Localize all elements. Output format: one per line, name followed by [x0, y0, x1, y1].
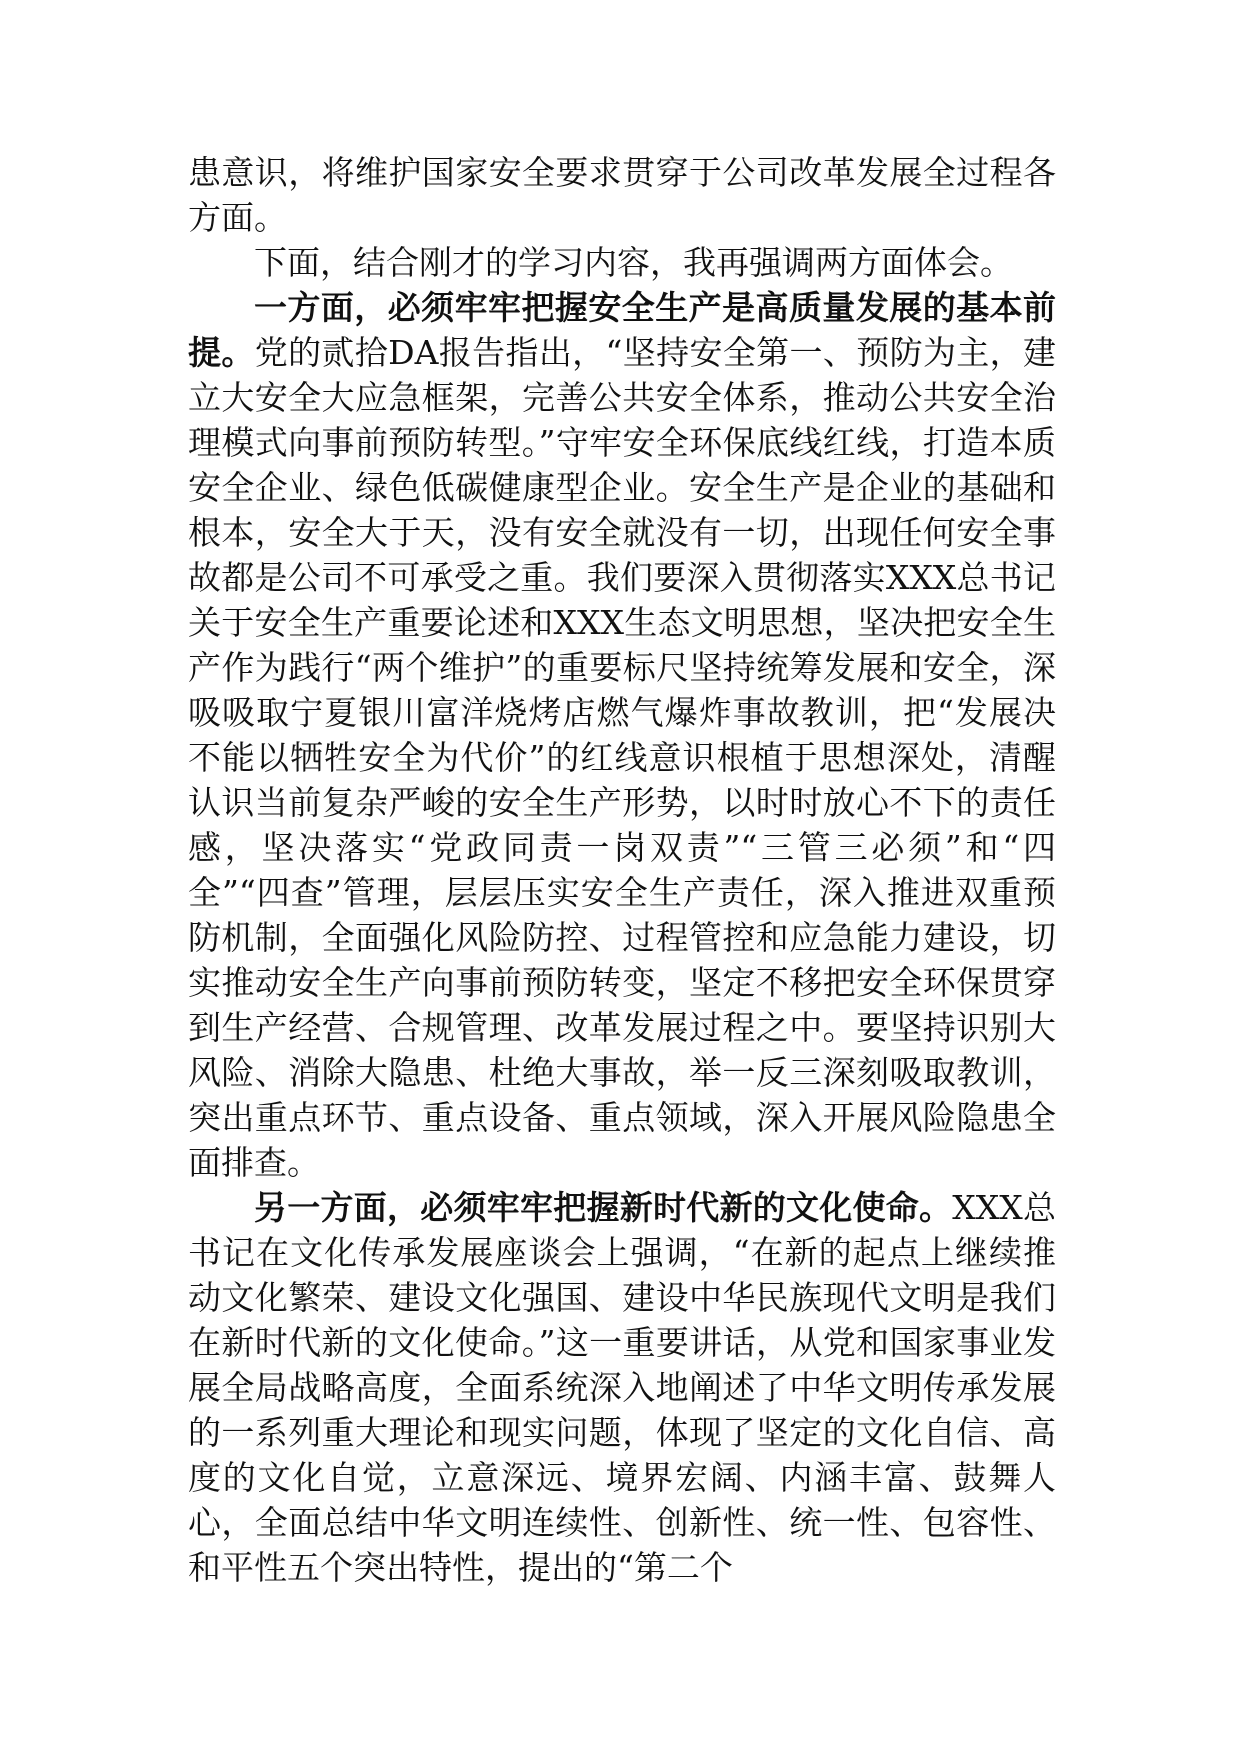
document-page	[188, 150, 1056, 1590]
section-one-body: 党的贰拾DA报告指出，“坚持安全第一、预防为主，建立大安全大应急框架，完善公共安全体系，推动公共安全治理模式向事前预防转型。”守牢安全环保底线红线，打造本质安全企业、绿色低碳健康型企业。安全生产是企业的基础和根本，安全大于天，没有安全就没有一切，出现任何安全事故都是公司不可承受之重。我们要深入贯彻落实XXX总书记关于安全生产重要论述和XXX生态文明思想，坚决把安全生产作为践行“两个维护”的重要标尺坚持统筹发展和安全，深吸吸取宁夏银川富洋烧烤店燃气爆炸事故教训，把“发展决不能以牺牲安全为代价”的红线意识根植于思想深处，清醒认识当前复杂严峻的安全生产形势，以时时放心不下的责任感，坚决落实“党政同责一岗双责”“三管三必须”和“四全”“四查”管理，层层压实安全生产责任，深入推进双重预防机制，全面强化风险防控、过程管控和应急能力建设，切实推动安全生产向事前预防转变，坚定不移把安全环保贯穿到生产经营、合规管理、改革发展过程之中。要坚持识别大风险、消除大隐患、杜绝大事故，举一反三深刻吸取教训，突出重点环节、重点设备、重点领域，深入开展风险隐患全面排查。	[188, 333, 1057, 1182]
section-two-heading: 另一方面，必须牢牢把握新时代新的文化使命。	[254, 1188, 953, 1227]
paragraph-continuation: 患意识，将维护国家安全要求贯穿于公司改革发展全过程各方面。	[188, 153, 1056, 237]
paragraph-section-one	[188, 285, 1056, 1185]
paragraph-section-two	[188, 1185, 1056, 1590]
paragraph-intro: 下面，结合刚才的学习内容，我再强调两方面体会。	[254, 243, 1013, 282]
section-two-body: XXX总书记在文化传承发展座谈会上强调，“在新的起点上继续推动文化繁荣、建设文化强国、建设中华民族现代文明是我们在新时代新的文化使命。”这一重要讲话，从党和国家事业发展全局战略高度，全面系统深入地阐述了中华文明传承发展的一系列重大理论和现实问题，体现了坚定的文化自信、高度的文化自觉，立意深远、境界宏阔、内涵丰富、鼓舞人心，全面总结中华文明连续性、创新性、统一性、包容性、和平性五个突出特性，提出的“第二个	[188, 1188, 1056, 1587]
section-one-heading: 一方面，必须牢牢把握安全生产是高质量发展的基本前提。	[188, 288, 1056, 372]
